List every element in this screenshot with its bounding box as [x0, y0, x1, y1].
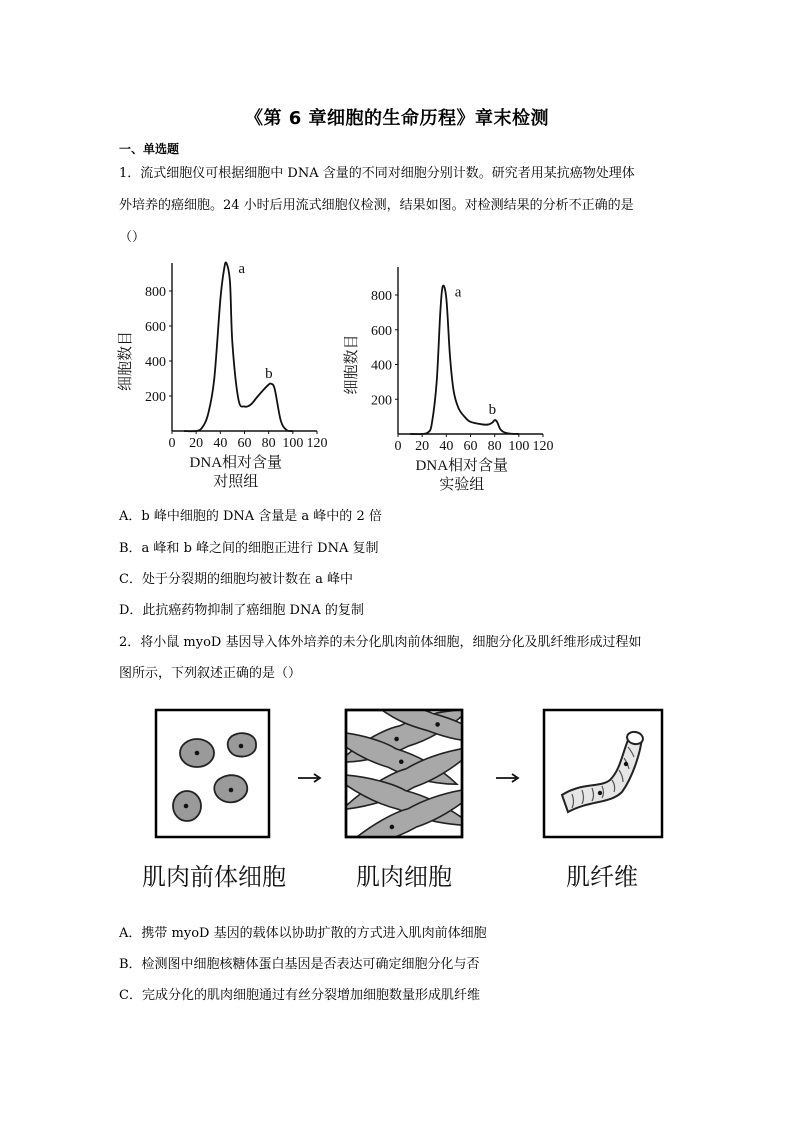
x-tick-label: 60 — [463, 439, 478, 454]
x-tick-label: 100 — [282, 436, 304, 451]
q2-option-b: B．检测图中细胞核糖体蛋白基因是否表达可确定细胞分化与否 — [119, 957, 480, 972]
section-heading: 一、单选题 — [119, 142, 180, 156]
x-tick-label: 80 — [487, 439, 502, 454]
x-tick-label: 120 — [532, 439, 554, 454]
y-tick-label: 600 — [145, 320, 166, 335]
histogram-line — [410, 286, 519, 435]
precursor-cell — [228, 733, 256, 756]
precursor-cell — [214, 775, 247, 802]
q1-option-d: D．此抗癌药物抑制了癌细胞 DNA 的复制 — [119, 603, 364, 618]
q1-stem-line3: （） — [119, 230, 146, 245]
peak-label-a: a — [238, 261, 246, 277]
muscle-fiber-box — [544, 710, 662, 837]
q1-stem-line1: 1．流式细胞仪可根据细胞中 DNA 含量的不同对细胞分别计数。研究者用某抗癌物处理体 — [119, 166, 635, 181]
arrow-icon — [496, 774, 518, 782]
x-tick-label: 0 — [394, 439, 402, 454]
x-axis-label: DNA相对含量 — [415, 458, 509, 474]
x-tick-label: 80 — [261, 436, 276, 451]
x-tick-label: 0 — [168, 436, 176, 451]
y-tick-label: 200 — [371, 393, 392, 409]
q2-stem-line1: 2．将小鼠 myoD 基因导入体外培养的未分化肌肉前体细胞，细胞分化及肌纤维形成过程如 — [119, 635, 642, 650]
precursor-cells-box — [156, 710, 269, 837]
y-tick-label: 600 — [371, 323, 392, 339]
muscle-differentiation-diagram — [130, 700, 690, 900]
y-tick-label: 800 — [145, 285, 166, 300]
chart-experiment — [343, 267, 554, 493]
x-tick-label: 40 — [213, 436, 228, 451]
peak-label-b: b — [265, 365, 273, 382]
y-tick-label: 200 — [145, 390, 166, 405]
page-title: 《第 6 章细胞的生命历程》章末检测 — [244, 108, 550, 129]
q2-stem-line2: 图所示，下列叙述正确的是（） — [119, 666, 302, 681]
peak-label-b: b — [488, 402, 497, 419]
y-axis-label: 细胞数目 — [344, 334, 360, 395]
label-muscle-cell: 肌肉细胞 — [356, 863, 452, 891]
x-tick-label: 100 — [508, 439, 530, 454]
x-tick-label: 20 — [189, 436, 204, 451]
dna-histogram-figure — [115, 255, 575, 495]
q2-option-c: C．完成分化的肌肉细胞通过有丝分裂增加细胞数量形成肌纤维 — [119, 988, 480, 1003]
chart-title: 实验组 — [439, 477, 485, 493]
q1-option-c: C．处于分裂期的细胞均被计数在 a 峰中 — [119, 572, 353, 587]
label-muscle-fiber: 肌纤维 — [566, 863, 638, 891]
x-axis-label: DNA相对含量 — [189, 455, 283, 471]
precursor-cell — [180, 739, 214, 767]
precursor-cell — [173, 791, 201, 821]
x-tick-label: 20 — [415, 439, 430, 454]
y-tick-label: 400 — [371, 358, 392, 374]
histogram-line — [184, 262, 293, 431]
q2-option-a: A．携带 myoD 基因的载体以协助扩散的方式进入肌肉前体细胞 — [119, 926, 487, 941]
peak-label-a: a — [454, 284, 462, 301]
arrow-icon — [298, 774, 320, 782]
chart-control — [117, 261, 328, 490]
x-tick-label: 60 — [237, 436, 252, 451]
y-tick-label: 800 — [371, 289, 392, 304]
x-tick-label: 120 — [306, 436, 328, 451]
chart-title: 对照组 — [213, 474, 259, 490]
q1-option-a: A．b 峰中细胞的 DNA 含量是 a 峰中的 2 倍 — [119, 509, 382, 524]
y-axis-label: 细胞数目 — [118, 330, 134, 392]
q1-stem-line2: 外培养的癌细胞。24 小时后用流式细胞仪检测，结果如图。对检测结果的分析不正确的是 — [119, 198, 634, 213]
y-tick-label: 400 — [145, 355, 166, 370]
x-tick-label: 40 — [439, 439, 454, 454]
label-precursor: 肌肉前体细胞 — [142, 863, 286, 891]
q1-option-b: B．a 峰和 b 峰之间的细胞正进行 DNA 复制 — [119, 541, 379, 556]
